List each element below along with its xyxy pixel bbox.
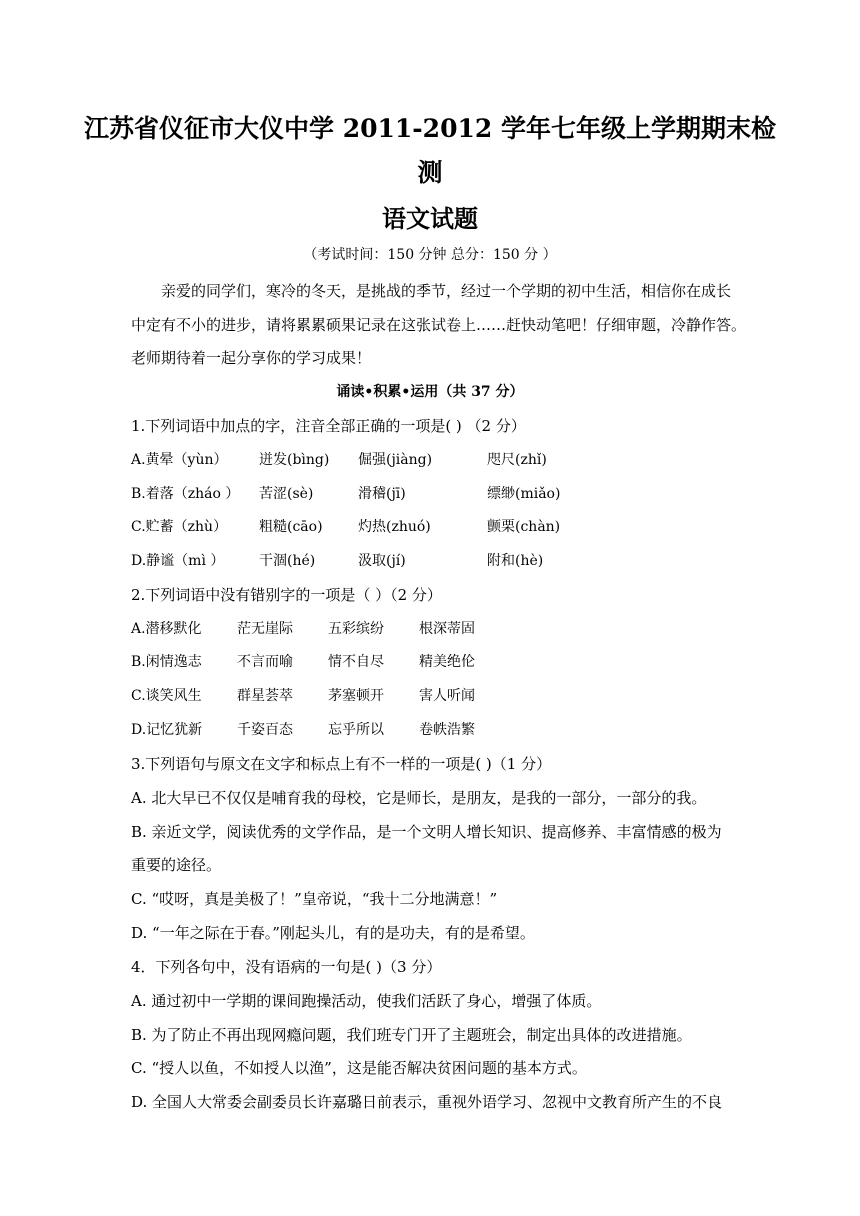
q1-option-b-item: B.着落（zháo ） xyxy=(131,486,240,502)
q1-option-a-item: A.黄晕（yùn） xyxy=(131,452,228,468)
q2-option-b-item: 不言而喻 xyxy=(237,654,293,670)
intro-line: 亲爱的同学们，寒冷的冬天，是挑战的季节，经过一个学期的初中生活，相信你在成长 xyxy=(161,282,732,300)
q2-option-d-item: 千姿百态 xyxy=(237,722,293,738)
q1-option-d-item: 干涸(hé) xyxy=(259,553,316,569)
q1-option-b-item: 苦涩(sè) xyxy=(259,486,314,502)
q2-option-a-item: 茫无崖际 xyxy=(237,621,293,637)
question-1-stem: 1.下列词语中加点的字，注音全部正确的一项是( ) （2 分） xyxy=(131,417,526,435)
q2-option-d-item: D.记忆犹新 xyxy=(131,722,203,738)
q2-option-a-item: 根深蒂固 xyxy=(419,621,475,637)
exam-info: （考试时间：150 分钟 总分：150 分 ） xyxy=(303,247,557,263)
q2-option-a-item: 五彩缤纷 xyxy=(328,621,384,637)
question-3-stem: 3.下列语句与原文在文字和标点上有不一样的一项是( )（1 分） xyxy=(131,755,552,773)
q4-option-line: C. “授人以鱼，不如授人以渔”，这是能否解决贫困问题的基本方式。 xyxy=(131,1059,587,1077)
q1-option-a-item: 咫尺(zhǐ) xyxy=(487,452,547,468)
section-title: 诵读•积累•运用（共 37 分） xyxy=(336,384,524,400)
q4-option-line: A. 通过初中一学期的课间跑操活动，使我们活跃了身心，增强了体质。 xyxy=(131,992,602,1010)
page-subtitle: 语文试题 xyxy=(382,204,478,233)
q1-option-b-item: 滑稽(jī) xyxy=(358,486,406,502)
q1-option-c-item: 颤栗(chàn) xyxy=(487,519,561,535)
q1-option-d-item: 附和(hè) xyxy=(487,553,544,569)
q2-option-c-item: 群星荟萃 xyxy=(237,688,293,704)
page-title-line2: 测 xyxy=(417,158,443,187)
q1-option-a-item: 倔强(jiàng) xyxy=(358,452,433,468)
q2-option-b-item: 精美绝伦 xyxy=(419,654,475,670)
q3-option-line: D. “一年之际在于春。”刚起头儿，有的是功夫，有的是希望。 xyxy=(131,924,535,942)
q3-option-line: 重要的途径。 xyxy=(131,856,222,874)
intro-line: 老师期待着一起分享你的学习成果！ xyxy=(131,349,372,367)
q1-option-c-item: 粗糙(cāo) xyxy=(259,519,323,535)
intro-line: 中定有不小的进步，请将累累硕果记录在这张试卷上……赶快动笔吧！仔细审题，冷静作答。 xyxy=(131,316,747,334)
q2-option-d-item: 忘乎所以 xyxy=(328,722,384,738)
q1-option-b-item: 缥缈(miǎo) xyxy=(487,486,561,502)
q2-option-d-item: 卷帙浩繁 xyxy=(419,722,475,738)
q4-option-line: B. 为了防止不再出现网瘾问题，我们班专门开了主题班会，制定出具体的改进措施。 xyxy=(131,1026,692,1044)
q1-option-d-item: D.静谧（mì ） xyxy=(131,553,225,569)
q4-option-line: D. 全国人大常委会副委员长许嘉璐日前表示，重视外语学习、忽视中文教育所产生的不良 xyxy=(131,1093,723,1111)
q2-option-b-item: B.闲情逸志 xyxy=(131,654,202,670)
q1-option-d-item: 汲取(jí) xyxy=(358,553,406,569)
q3-option-line: B. 亲近文学，阅读优秀的文学作品，是一个文明人增长知识、提高修养、丰富情感的极为 xyxy=(131,823,722,841)
question-4-stem: 4．下列各句中，没有语病的一句是( )（3 分） xyxy=(131,958,442,976)
page-title-line1: 江苏省仪征市大仪中学 2011-2012 学年七年级上学期期末检 xyxy=(84,114,776,143)
q2-option-a-item: A.潜移默化 xyxy=(131,621,202,637)
question-2-stem: 2.下列词语中没有错别字的一项是（ ）（2 分） xyxy=(131,586,442,604)
q2-option-c-item: 害人听闻 xyxy=(419,688,475,704)
q1-option-a-item: 迸发(bìng) xyxy=(259,452,330,468)
q2-option-b-item: 情不自尽 xyxy=(328,654,384,670)
q2-option-c-item: 茅塞顿开 xyxy=(328,688,384,704)
q3-option-line: C. “哎呀，真是美极了！”皇帝说，“我十二分地满意！” xyxy=(131,890,498,908)
q3-option-line: A. 北大早已不仅仅是哺育我的母校，它是师长，是朋友，是我的一部分，一部分的我。 xyxy=(131,789,707,807)
q2-option-c-item: C.谈笑风生 xyxy=(131,688,202,704)
q1-option-c-item: C.贮蓄（zhù） xyxy=(131,519,228,535)
q1-option-c-item: 灼热(zhuó) xyxy=(358,519,431,535)
